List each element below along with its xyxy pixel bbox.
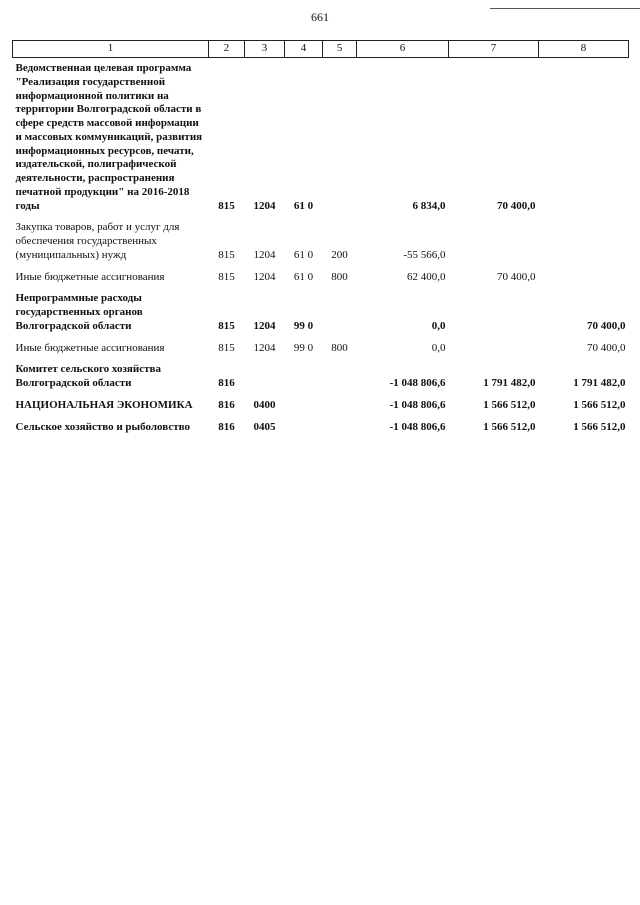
table-row: [13, 267, 629, 289]
section-code-cell: 815: [218, 341, 235, 354]
subsection-code-cell: 1204: [253, 248, 276, 261]
target-article-cell: 99 0: [293, 341, 314, 354]
row-name-cell: Иные бюджетные ассигнования: [15, 270, 165, 283]
amount-cell-6: -55 566,0: [403, 248, 446, 261]
column-header: 7: [449, 41, 539, 58]
amount-cell-6: -1 048 806,6: [389, 398, 446, 411]
subsection-code-cell: 0405: [253, 420, 276, 433]
subsection-code-cell: 0400: [253, 398, 276, 411]
row-name-cell: НАЦИОНАЛЬНАЯ ЭКОНОМИКА: [15, 398, 193, 411]
section-code-cell: 816: [218, 420, 235, 433]
page-number: 661: [311, 10, 329, 24]
column-header: 5: [323, 41, 357, 58]
amount-cell-6: -1 048 806,6: [389, 377, 446, 389]
section-code-cell: 815: [218, 270, 235, 283]
expense-type-cell: [323, 359, 357, 395]
table-row: [13, 338, 629, 360]
amount-cell-6: 0,0: [431, 319, 446, 332]
subsection-code-cell: 1204: [253, 319, 276, 332]
table-row: [13, 417, 629, 439]
amount-cell-7: 70 400,0: [497, 199, 536, 212]
target-article-cell: 61 0: [293, 199, 314, 212]
expense-type-cell: [323, 417, 357, 439]
target-article-cell: [285, 395, 323, 417]
expense-type-cell: 800: [331, 341, 348, 354]
subsection-code-cell: 1204: [253, 341, 276, 354]
amount-cell-7: 1 566 512,0: [483, 398, 536, 411]
section-code-cell: 816: [218, 398, 235, 411]
amount-cell-8: [539, 267, 629, 289]
amount-cell-8: 1 566 512,0: [573, 420, 626, 433]
amount-cell-7: 1 566 512,0: [483, 420, 536, 433]
row-name-cell: Непрограммные расходы государственных органов Волгоградской области: [15, 292, 143, 332]
section-code-cell: 815: [218, 199, 235, 212]
amount-cell-8: 70 400,0: [587, 341, 626, 354]
target-article-cell: 61 0: [293, 270, 314, 283]
target-article-cell: 99 0: [293, 319, 314, 332]
amount-cell-7: 70 400,0: [497, 270, 536, 283]
expense-type-cell: [323, 58, 357, 218]
column-header: 1: [13, 41, 209, 58]
amount-cell-7: [449, 217, 539, 266]
row-name-cell: Закупка товаров, работ и услуг для обеспечения государственных (муниципальных) нужд: [15, 221, 180, 261]
subsection-code-cell: [245, 359, 285, 395]
table-row: [13, 288, 629, 337]
table-row: [13, 359, 629, 395]
column-header: 4: [285, 41, 323, 58]
amount-cell-7: [449, 288, 539, 337]
column-header: 8: [539, 41, 629, 58]
amount-cell-6: 62 400,0: [407, 270, 446, 283]
section-code-cell: 816: [218, 377, 235, 389]
section-code-cell: 815: [218, 248, 235, 261]
amount-cell-8: [539, 58, 629, 218]
amount-cell-6: 6 834,0: [412, 199, 446, 212]
amount-cell-6: -1 048 806,6: [389, 420, 446, 433]
table-row: [13, 395, 629, 417]
column-header-row: [13, 41, 629, 58]
target-article-cell: [285, 359, 323, 395]
table-row: [13, 58, 629, 218]
amount-cell-8: [539, 217, 629, 266]
expense-type-cell: 800: [331, 270, 348, 283]
row-name-cell: Иные бюджетные ассигнования: [15, 341, 165, 354]
expense-type-cell: [323, 288, 357, 337]
budget-table: [12, 40, 629, 438]
target-article-cell: 61 0: [293, 248, 314, 261]
row-name-cell: Комитет сельского хозяйства Волгоградской области: [15, 363, 161, 389]
row-name-cell: Сельское хозяйство и рыболовство: [15, 420, 190, 433]
table-row: [13, 217, 629, 266]
subsection-code-cell: 1204: [253, 199, 276, 212]
column-header: 6: [357, 41, 449, 58]
amount-cell-8: 70 400,0: [587, 319, 626, 332]
table-body: [13, 58, 629, 439]
amount-cell-7: 1 791 482,0: [483, 377, 536, 389]
amount-cell-6: 0,0: [431, 341, 446, 354]
top-rule: [490, 8, 640, 9]
section-code-cell: 815: [218, 319, 235, 332]
target-article-cell: [285, 417, 323, 439]
expense-type-cell: [323, 395, 357, 417]
column-header: 2: [209, 41, 245, 58]
amount-cell-8: 1 566 512,0: [573, 398, 626, 411]
amount-cell-7: [449, 338, 539, 360]
row-name-cell: Ведомственная целевая программа "Реализация государственной информационной политики на территории Волгоградской области в сфере средств массовой информации и массовых коммуникаций, развития информационных ресурсов, печати, издательской, полиграфической деятельности, распространения печатной продукции" на 2016-2018 годы: [15, 62, 203, 212]
expense-type-cell: 200: [331, 248, 348, 261]
amount-cell-8: 1 791 482,0: [573, 377, 626, 389]
column-header: 3: [245, 41, 285, 58]
subsection-code-cell: 1204: [253, 270, 276, 283]
